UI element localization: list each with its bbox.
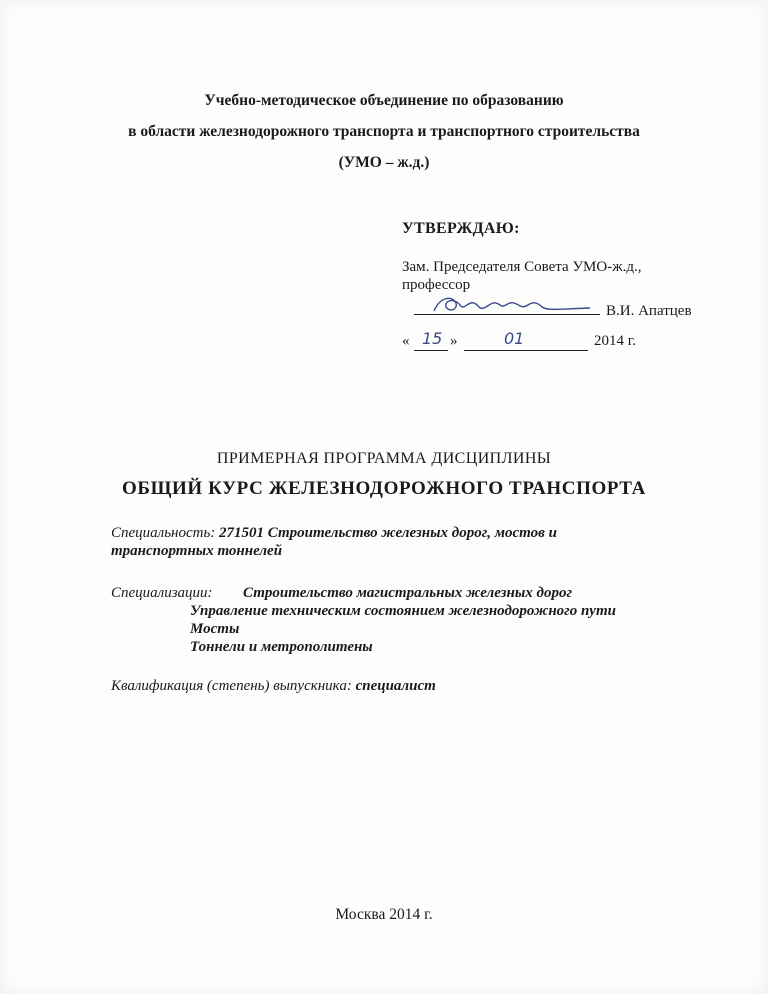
- date-year: 2014 г.: [594, 333, 636, 349]
- organization-abbreviation: (УМО – ж.д.): [338, 154, 430, 171]
- handwritten-signature: [430, 291, 600, 317]
- document-subtitle: ПРИМЕРНАЯ ПРОГРАММА ДИСЦИПЛИНЫ: [216, 450, 552, 467]
- date-day-line: [414, 350, 448, 351]
- qualification-value: специалист: [355, 678, 436, 694]
- organization-line-1: Учебно-методическое объединение по образованию: [204, 92, 564, 109]
- specializations-label: Специализации:: [111, 585, 213, 601]
- specialization-item: Мосты: [190, 621, 240, 637]
- discipline-title: ОБЩИЙ КУРС ЖЕЛЕЗНОДОРОЖНОГО ТРАНСПОРТА: [122, 478, 646, 499]
- date-open-quote: «: [402, 333, 410, 349]
- qualification-label: Квалификация (степень) выпускника:: [111, 678, 352, 694]
- specialization-item: Тоннели и метрополитены: [190, 639, 373, 655]
- organization-line-2: в области железнодорожного транспорта и транспортного строительства: [128, 123, 640, 140]
- place-and-year: Москва 2014 г.: [335, 906, 433, 923]
- approval-title: УТВЕРЖДАЮ:: [402, 220, 520, 237]
- approver-title: профессор: [402, 277, 471, 293]
- specialization-item: Строительство магистральных железных дорог: [243, 585, 572, 601]
- specialty-label: Специальность:: [111, 525, 216, 541]
- approver-position: Зам. Председателя Совета УМО-ж.д.,: [402, 259, 642, 275]
- date-close-quote: »: [450, 333, 458, 349]
- date-month: 01: [504, 329, 525, 348]
- date-month-line: [464, 350, 588, 351]
- date-day: 15: [422, 329, 443, 348]
- specialization-item: Управление техническим состоянием железнодорожного пути: [190, 603, 616, 619]
- specialty-line-1: [111, 525, 557, 542]
- qualification-line: [111, 678, 436, 695]
- specialty-value: 271501 Строительство железных дорог, мостов и: [219, 525, 557, 541]
- signer-name: В.И. Апатцев: [606, 303, 692, 319]
- specialty-line-2: транспортных тоннелей: [111, 543, 283, 559]
